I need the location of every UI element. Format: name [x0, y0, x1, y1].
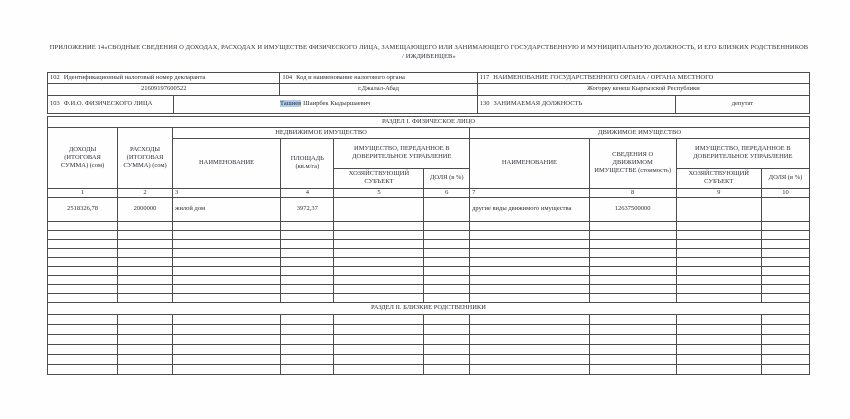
empty-row — [48, 354, 810, 364]
empty-cell — [48, 354, 118, 364]
cell-expenses: 2000000 — [118, 197, 173, 221]
field-130-code: 130 — [479, 100, 490, 108]
field-117-label: НАИМЕНОВАНИЕ ГОСУДАРСТВЕННОГО ОРГАНА / ОРГАНА МЕСТНОГО — [493, 73, 714, 81]
empty-cell — [281, 324, 334, 334]
empty-cell — [676, 293, 761, 302]
empty-cell — [118, 344, 173, 354]
empty-cell — [334, 364, 424, 374]
empty-cell — [334, 293, 424, 302]
empty-cell — [424, 324, 470, 334]
empty-cell — [470, 275, 590, 284]
empty-cell — [334, 314, 424, 324]
empty-cell — [470, 364, 590, 374]
empty-cell — [470, 354, 590, 364]
empty-cell — [470, 257, 590, 266]
section2-title: РАЗДЕЛ II. БЛИЗКИЕ РОДСТВЕННИКИ — [48, 302, 810, 314]
empty-cell — [281, 344, 334, 354]
empty-cell — [334, 257, 424, 266]
empty-row — [48, 293, 810, 302]
empty-cell — [470, 324, 590, 334]
declaration-document-page — [0, 43, 850, 419]
field-130-label-cell — [477, 95, 675, 113]
empty-cell — [48, 257, 118, 266]
empty-row — [48, 257, 810, 266]
empty-cell — [48, 364, 118, 374]
person-data-row — [48, 197, 810, 221]
empty-row — [48, 344, 810, 354]
name-search-highlight: Ташиев — [280, 100, 302, 108]
empty-cell — [118, 324, 173, 334]
empty-cell — [118, 275, 173, 284]
field-104-label-cell — [280, 72, 477, 83]
empty-row — [48, 314, 810, 324]
empty-cell — [676, 257, 761, 266]
empty-cell — [589, 248, 676, 257]
header-trust-movable: ИМУЩЕСТВО, ПЕРЕДАННОЕ В ДОВЕРИТЕЛЬНОЕ УПРАВЛЕНИЕ — [676, 138, 809, 168]
section1-title-row — [48, 116, 810, 127]
empty-cell — [48, 230, 118, 239]
empty-cell — [172, 257, 280, 266]
empty-cell — [334, 284, 424, 293]
empty-cell — [281, 284, 334, 293]
cell-entity-immovable — [334, 197, 424, 221]
cell-entity-movable — [676, 197, 761, 221]
empty-cell — [424, 266, 470, 275]
empty-cell — [676, 324, 761, 334]
empty-cell — [676, 364, 761, 374]
empty-cell — [48, 275, 118, 284]
col-number: 10 — [761, 188, 809, 197]
empty-row — [48, 284, 810, 293]
empty-cell — [589, 324, 676, 334]
empty-cell — [676, 248, 761, 257]
field-117-value: Жогорку кенеш Кыргызской Республики — [477, 83, 809, 95]
empty-row — [48, 324, 810, 334]
col-number: 6 — [424, 188, 470, 197]
section1-title: РАЗДЕЛ I. ФИЗИЧЕСКОЕ ЛИЦО — [48, 116, 810, 127]
empty-cell — [118, 354, 173, 364]
header-incomes: ДОХОДЫ (ИТОГОВАЯ СУММА) (сом) — [48, 127, 118, 188]
empty-cell — [281, 257, 334, 266]
col-number: 9 — [676, 188, 761, 197]
empty-cell — [676, 221, 761, 230]
empty-cell — [676, 334, 761, 344]
field-117-label-cell — [477, 72, 809, 83]
empty-row — [48, 230, 810, 239]
empty-cell — [118, 239, 173, 248]
empty-cell — [470, 266, 590, 275]
empty-cell — [589, 284, 676, 293]
empty-cell — [48, 293, 118, 302]
empty-row — [48, 248, 810, 257]
empty-cell — [424, 334, 470, 344]
empty-cell — [281, 354, 334, 364]
empty-cell — [118, 284, 173, 293]
header-share-immovable: ДОЛЯ (в %) — [424, 168, 470, 188]
empty-cell — [589, 239, 676, 248]
empty-cell — [172, 324, 280, 334]
empty-cell — [589, 334, 676, 344]
assets-table — [47, 116, 810, 375]
header-area: ПЛОЩАДЬ (кв.м/га) — [281, 138, 334, 188]
empty-cell — [761, 239, 809, 248]
empty-cell — [48, 334, 118, 344]
empty-cell — [334, 354, 424, 364]
empty-cell — [761, 221, 809, 230]
empty-cell — [761, 293, 809, 302]
field-130-label: ЗАНИМАЕМАЯ ДОЛЖНОСТЬ — [493, 100, 583, 108]
empty-cell — [761, 275, 809, 284]
header-movable-group: ДВИЖИМОЕ ИМУЩЕСТВО — [470, 127, 810, 138]
empty-cell — [334, 221, 424, 230]
empty-cell — [172, 334, 280, 344]
section2-empty-rows — [48, 314, 810, 374]
empty-cell — [172, 314, 280, 324]
empty-cell — [470, 230, 590, 239]
header-trust-immovable: ИМУЩЕСТВО, ПЕРЕДАННОЕ В ДОВЕРИТЕЛЬНОЕ УПРАВЛЕНИЕ — [334, 138, 470, 168]
empty-cell — [761, 284, 809, 293]
empty-cell — [761, 354, 809, 364]
header-immovable-group: НЕДВИЖИМОЕ ИМУЩЕСТВО — [172, 127, 469, 138]
empty-cell — [424, 248, 470, 257]
empty-cell — [281, 230, 334, 239]
empty-cell — [761, 248, 809, 257]
empty-cell — [761, 314, 809, 324]
empty-cell — [761, 257, 809, 266]
empty-cell — [424, 239, 470, 248]
field-103-label-cell — [48, 95, 174, 113]
empty-cell — [172, 364, 280, 374]
empty-row — [48, 275, 810, 284]
empty-cell — [48, 221, 118, 230]
field-102-value: 21609197600522 — [48, 83, 280, 95]
empty-cell — [334, 230, 424, 239]
empty-cell — [48, 324, 118, 334]
empty-cell — [48, 284, 118, 293]
empty-cell — [48, 239, 118, 248]
field-104-value: г.Джалал-Абад — [280, 83, 477, 95]
empty-cell — [676, 266, 761, 275]
empty-cell — [334, 275, 424, 284]
empty-row — [48, 334, 810, 344]
header-entity-movable: ХОЗЯЙСТВУЮЩИЙ СУБЪЕКТ — [676, 168, 761, 188]
empty-cell — [589, 221, 676, 230]
empty-cell — [424, 230, 470, 239]
empty-cell — [172, 230, 280, 239]
cell-share-movable — [761, 197, 809, 221]
empty-cell — [424, 257, 470, 266]
empty-cell — [761, 364, 809, 374]
empty-cell — [589, 314, 676, 324]
empty-cell — [676, 230, 761, 239]
cell-area: 3972,37 — [281, 197, 334, 221]
section2-title-row — [48, 302, 810, 314]
field-103-value — [173, 95, 477, 113]
empty-cell — [281, 334, 334, 344]
field-103-label: Ф.И.О. ФИЗИЧЕСКОГО ЛИЦА — [63, 100, 153, 108]
empty-cell — [118, 334, 173, 344]
empty-cell — [334, 239, 424, 248]
empty-cell — [470, 221, 590, 230]
empty-cell — [424, 344, 470, 354]
empty-cell — [334, 324, 424, 334]
empty-cell — [172, 284, 280, 293]
empty-cell — [118, 293, 173, 302]
col-number: 2 — [118, 188, 173, 197]
field-102-code: 102 — [50, 73, 60, 81]
empty-cell — [334, 344, 424, 354]
empty-cell — [676, 284, 761, 293]
empty-cell — [470, 314, 590, 324]
empty-cell — [589, 344, 676, 354]
empty-cell — [281, 293, 334, 302]
empty-cell — [172, 248, 280, 257]
empty-cell — [761, 334, 809, 344]
empty-cell — [118, 257, 173, 266]
column-numbers-row — [48, 188, 810, 197]
declarant-info-table — [47, 72, 810, 114]
empty-cell — [676, 344, 761, 354]
empty-cell — [281, 239, 334, 248]
field-102-label: Идентификационный налоговый номер декларанта — [63, 73, 206, 81]
header-share-movable: ДОЛЯ (в %) — [761, 168, 809, 188]
info-labels-row — [48, 72, 810, 83]
field-102-label-cell — [48, 72, 280, 83]
empty-cell — [172, 266, 280, 275]
empty-cell — [470, 284, 590, 293]
empty-cell — [761, 324, 809, 334]
header-movable-info: СВЕДЕНИЯ О ДВИЖИМОМ ИМУЩЕСТВЕ (стоимость) — [589, 138, 676, 188]
empty-cell — [281, 248, 334, 257]
empty-cell — [589, 354, 676, 364]
empty-cell — [761, 230, 809, 239]
empty-cell — [334, 248, 424, 257]
empty-cell — [589, 230, 676, 239]
empty-cell — [470, 344, 590, 354]
section1-empty-rows — [48, 221, 810, 302]
field-130-value: депутат — [675, 95, 809, 113]
col-number: 1 — [48, 188, 118, 197]
field-103-code: 103 — [50, 100, 60, 108]
cell-movable-info: 12637500000 — [589, 197, 676, 221]
empty-cell — [172, 239, 280, 248]
empty-cell — [48, 266, 118, 275]
header-movable-name: НАИМЕНОВАНИЕ — [470, 138, 590, 188]
empty-row — [48, 221, 810, 230]
col-number: 7 — [470, 188, 590, 197]
empty-cell — [281, 364, 334, 374]
header-entity-immovable: ХОЗЯЙСТВУЮЩИЙ СУБЪЕКТ — [334, 168, 424, 188]
empty-cell — [118, 364, 173, 374]
empty-cell — [172, 354, 280, 364]
empty-cell — [48, 314, 118, 324]
empty-cell — [424, 293, 470, 302]
empty-cell — [424, 275, 470, 284]
col-number: 4 — [281, 188, 334, 197]
field-117-code: 117 — [479, 73, 490, 81]
header-immovable-name: НАИМЕНОВАНИЕ — [172, 138, 280, 188]
empty-cell — [424, 284, 470, 293]
empty-cell — [118, 230, 173, 239]
header-group-row — [48, 127, 810, 138]
info-person-row — [48, 95, 810, 113]
empty-cell — [172, 344, 280, 354]
empty-cell — [676, 314, 761, 324]
empty-cell — [281, 221, 334, 230]
empty-cell — [470, 293, 590, 302]
empty-cell — [676, 239, 761, 248]
empty-cell — [118, 314, 173, 324]
empty-row — [48, 266, 810, 275]
empty-cell — [589, 266, 676, 275]
cell-immovable-name: жилой дом — [172, 197, 280, 221]
info-values-row — [48, 83, 810, 95]
empty-cell — [281, 266, 334, 275]
empty-cell — [48, 344, 118, 354]
empty-cell — [470, 248, 590, 257]
cell-share-immovable — [424, 197, 470, 221]
field-104-label: Код и наименование налогового органа — [296, 73, 405, 81]
empty-cell — [118, 221, 173, 230]
empty-cell — [676, 354, 761, 364]
empty-cell — [172, 293, 280, 302]
empty-cell — [589, 257, 676, 266]
col-number: 5 — [334, 188, 424, 197]
cell-incomes: 2518326,78 — [48, 197, 118, 221]
col-number: 3 — [172, 188, 280, 197]
empty-cell — [676, 275, 761, 284]
empty-cell — [470, 334, 590, 344]
empty-row — [48, 364, 810, 374]
empty-cell — [424, 221, 470, 230]
empty-cell — [589, 364, 676, 374]
empty-row — [48, 239, 810, 248]
empty-cell — [281, 275, 334, 284]
name-rest: Шаирбек Кыдыршаевич — [303, 100, 371, 108]
empty-cell — [470, 239, 590, 248]
document-title: ПРИЛОЖЕНИЕ 14«СВОДНЫЕ СВЕДЕНИЯ О ДОХОДАХ, РАСХОДАХ И ИМУЩЕСТВЕ ФИЗИЧЕСКОГО ЛИЦА, ЗАМЕЩАЮЩЕГО ИЛИ ЗАНИМАЮЩЕГО ГОСУДАРСТВЕННУЮ И МУНИЦИПАЛЬНУЮ ДОЛЖНОСТЬ, И ЕГО БЛИЗКИХ РОДСТВЕННИКОВ / ИЖДИВЕНЦЕВ» — [49, 44, 809, 61]
empty-cell — [761, 266, 809, 275]
empty-cell — [281, 314, 334, 324]
empty-cell — [424, 314, 470, 324]
col-number: 8 — [589, 188, 676, 197]
empty-cell — [118, 248, 173, 257]
empty-cell — [424, 354, 470, 364]
empty-cell — [172, 275, 280, 284]
empty-cell — [424, 364, 470, 374]
header-expenses: РАСХОДЫ (ИТОГОВАЯ СУММА) (сом) — [118, 127, 173, 188]
empty-cell — [589, 293, 676, 302]
empty-cell — [48, 248, 118, 257]
empty-cell — [334, 334, 424, 344]
cell-movable-name: другие виды движимого имущества — [470, 197, 590, 221]
empty-cell — [172, 221, 280, 230]
empty-cell — [589, 275, 676, 284]
empty-cell — [118, 266, 173, 275]
field-104-code: 104 — [282, 73, 293, 81]
empty-cell — [761, 344, 809, 354]
empty-cell — [334, 266, 424, 275]
